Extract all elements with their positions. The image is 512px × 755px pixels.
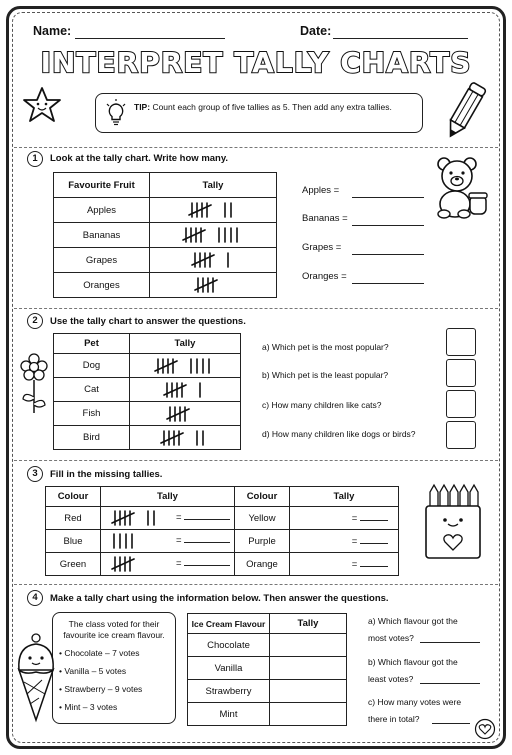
tally-input-chocolate[interactable] <box>270 634 347 657</box>
vote-item: • Mint – 3 votes <box>59 702 169 712</box>
row-label: Strawberry <box>188 680 270 703</box>
col-header: Colour <box>235 487 290 507</box>
col-header: Colour <box>46 487 101 507</box>
equals-sign: = <box>176 558 182 569</box>
tally-cell <box>130 426 241 450</box>
tally-cell <box>130 378 241 402</box>
answer-field-green[interactable] <box>184 565 230 566</box>
tip-label: TIP: <box>134 102 151 112</box>
question-3-number: 3 <box>27 466 43 482</box>
vote-intro: The class voted for their favourite ice cream flavour. <box>63 619 165 641</box>
col-header: Tally <box>290 487 399 507</box>
equals-sign: = <box>176 535 182 546</box>
tally-marks <box>111 510 161 526</box>
section-divider <box>14 147 498 148</box>
tally-marks <box>111 533 139 549</box>
date-label: Date: <box>300 24 332 38</box>
heart-icon <box>474 718 496 740</box>
date-field[interactable] <box>333 38 468 39</box>
question-4a-line1: a) Which flavour got the <box>368 616 458 626</box>
answer-box-2c[interactable] <box>446 390 476 418</box>
tally-input-strawberry[interactable] <box>270 680 347 703</box>
section-divider <box>14 308 498 309</box>
answer-field-4c[interactable] <box>432 723 470 724</box>
tally-cell <box>111 536 139 547</box>
answer-field-grapes[interactable] <box>352 254 424 255</box>
question-4a-line2: most votes? <box>368 633 414 643</box>
tally-cell <box>130 402 241 426</box>
answer-box-2d[interactable] <box>446 421 476 449</box>
vote-info-box <box>52 612 176 724</box>
question-3-instruction: Fill in the missing tallies. <box>50 469 163 480</box>
vote-item: • Strawberry – 9 votes <box>59 684 169 694</box>
star-icon <box>22 85 62 125</box>
section-divider <box>14 584 498 585</box>
vote-item: • Chocolate – 7 votes <box>59 648 169 658</box>
row-label: Dog <box>54 354 130 378</box>
col-header: Tally <box>130 334 241 354</box>
row-label: Bananas <box>54 223 150 248</box>
question-4b-line2: least votes? <box>368 674 414 684</box>
question-2d: d) How many children like dogs or birds? <box>262 429 416 439</box>
tally-cell <box>150 273 277 298</box>
name-field[interactable] <box>75 38 225 39</box>
answer-field-yellow[interactable] <box>360 520 388 521</box>
row-label: Cat <box>54 378 130 402</box>
answer-label-oranges: Oranges = <box>302 271 347 282</box>
row-label: Fish <box>54 402 130 426</box>
col-header: Tally <box>101 487 235 507</box>
tally-cell <box>111 513 161 524</box>
flower-icon <box>20 353 48 415</box>
row-label: Purple <box>235 530 290 553</box>
colour-tally-table <box>45 486 399 576</box>
tally-input-mint[interactable] <box>270 703 347 726</box>
answer-label-apples: Apples = <box>302 185 340 196</box>
question-4c-line2: there in total? <box>368 714 420 724</box>
answer-field-red[interactable] <box>184 519 230 520</box>
answer-field-purple[interactable] <box>360 543 388 544</box>
row-label: Yellow <box>235 507 290 530</box>
row-label: Bird <box>54 426 130 450</box>
name-label: Name: <box>33 24 72 38</box>
question-4c-line1: c) How many votes were <box>368 697 462 707</box>
vote-item: • Vanilla – 5 votes <box>59 666 169 676</box>
tally-marks <box>154 358 216 374</box>
tally-marks <box>194 277 232 293</box>
col-header: Pet <box>54 334 130 354</box>
answer-label-bananas: Bananas = <box>302 213 348 224</box>
question-2c: c) How many children like cats? <box>262 400 382 410</box>
col-header: Tally <box>270 614 347 634</box>
tally-marks <box>163 382 207 398</box>
row-label: Vanilla <box>188 657 270 680</box>
equals-sign: = <box>176 512 182 523</box>
tip-box <box>95 93 423 133</box>
tally-cell <box>111 559 149 570</box>
equals-sign: = <box>351 558 358 570</box>
row-label: Apples <box>54 198 150 223</box>
answer-field-bananas[interactable] <box>352 225 424 226</box>
answer-field-4b[interactable] <box>420 683 480 684</box>
teddy-bear-icon <box>432 156 490 220</box>
tally-marks <box>111 556 149 572</box>
tally-input-vanilla[interactable] <box>270 657 347 680</box>
col-header: Favourite Fruit <box>54 173 150 198</box>
tally-cell <box>150 198 277 223</box>
row-label: Blue <box>46 530 101 553</box>
row-label: Orange <box>235 553 290 576</box>
fruit-tally-table <box>53 172 277 298</box>
col-header: Ice Cream Flavour <box>188 614 270 634</box>
crayon-box-icon <box>422 482 484 560</box>
ice-cream-tally-table <box>187 613 347 726</box>
question-2b: b) Which pet is the least popular? <box>262 370 389 380</box>
tip-text: Count each group of five tallies as 5. Then add any extra tallies. <box>152 102 392 112</box>
answer-label-grapes: Grapes = <box>302 242 342 253</box>
answer-box-2b[interactable] <box>446 359 476 387</box>
row-label: Red <box>46 507 101 530</box>
answer-box-2a[interactable] <box>446 328 476 356</box>
equals-sign: = <box>351 512 358 524</box>
row-label: Green <box>46 553 101 576</box>
answer-field-orange[interactable] <box>360 566 388 567</box>
answer-field-4a[interactable] <box>420 642 480 643</box>
col-header: Tally <box>150 173 277 198</box>
equals-sign: = <box>351 535 358 547</box>
question-2a: a) Which pet is the most popular? <box>262 342 389 352</box>
lightbulb-icon <box>104 98 128 128</box>
tally-cell <box>150 223 277 248</box>
tally-cell <box>130 354 241 378</box>
row-label: Mint <box>188 703 270 726</box>
ice-cream-icon <box>15 632 57 724</box>
question-2-number: 2 <box>27 313 43 329</box>
tally-marks <box>166 406 204 422</box>
tally-marks <box>182 227 244 243</box>
row-label: Grapes <box>54 248 150 273</box>
tally-marks <box>188 202 238 218</box>
answer-field-blue[interactable] <box>184 542 230 543</box>
question-4b-line1: b) Which flavour got the <box>368 657 458 667</box>
question-4-number: 4 <box>27 590 43 606</box>
tally-cell <box>150 248 277 273</box>
page-title: INTERPRET TALLY CHARTS <box>40 46 472 79</box>
section-divider <box>14 460 498 461</box>
answer-field-oranges[interactable] <box>352 283 424 284</box>
tally-marks <box>160 430 210 446</box>
row-label: Oranges <box>54 273 150 298</box>
answer-field-apples[interactable] <box>352 197 424 198</box>
question-4-instruction: Make a tally chart using the information below. Then answer the questions. <box>50 593 389 604</box>
question-2-instruction: Use the tally chart to answer the questions. <box>50 316 246 327</box>
tally-marks <box>191 252 235 268</box>
question-1-instruction: Look at the tally chart. Write how many. <box>50 153 229 164</box>
pet-tally-table <box>53 333 241 450</box>
pencil-icon <box>440 78 490 144</box>
row-label: Chocolate <box>188 634 270 657</box>
question-1-number: 1 <box>27 151 43 167</box>
